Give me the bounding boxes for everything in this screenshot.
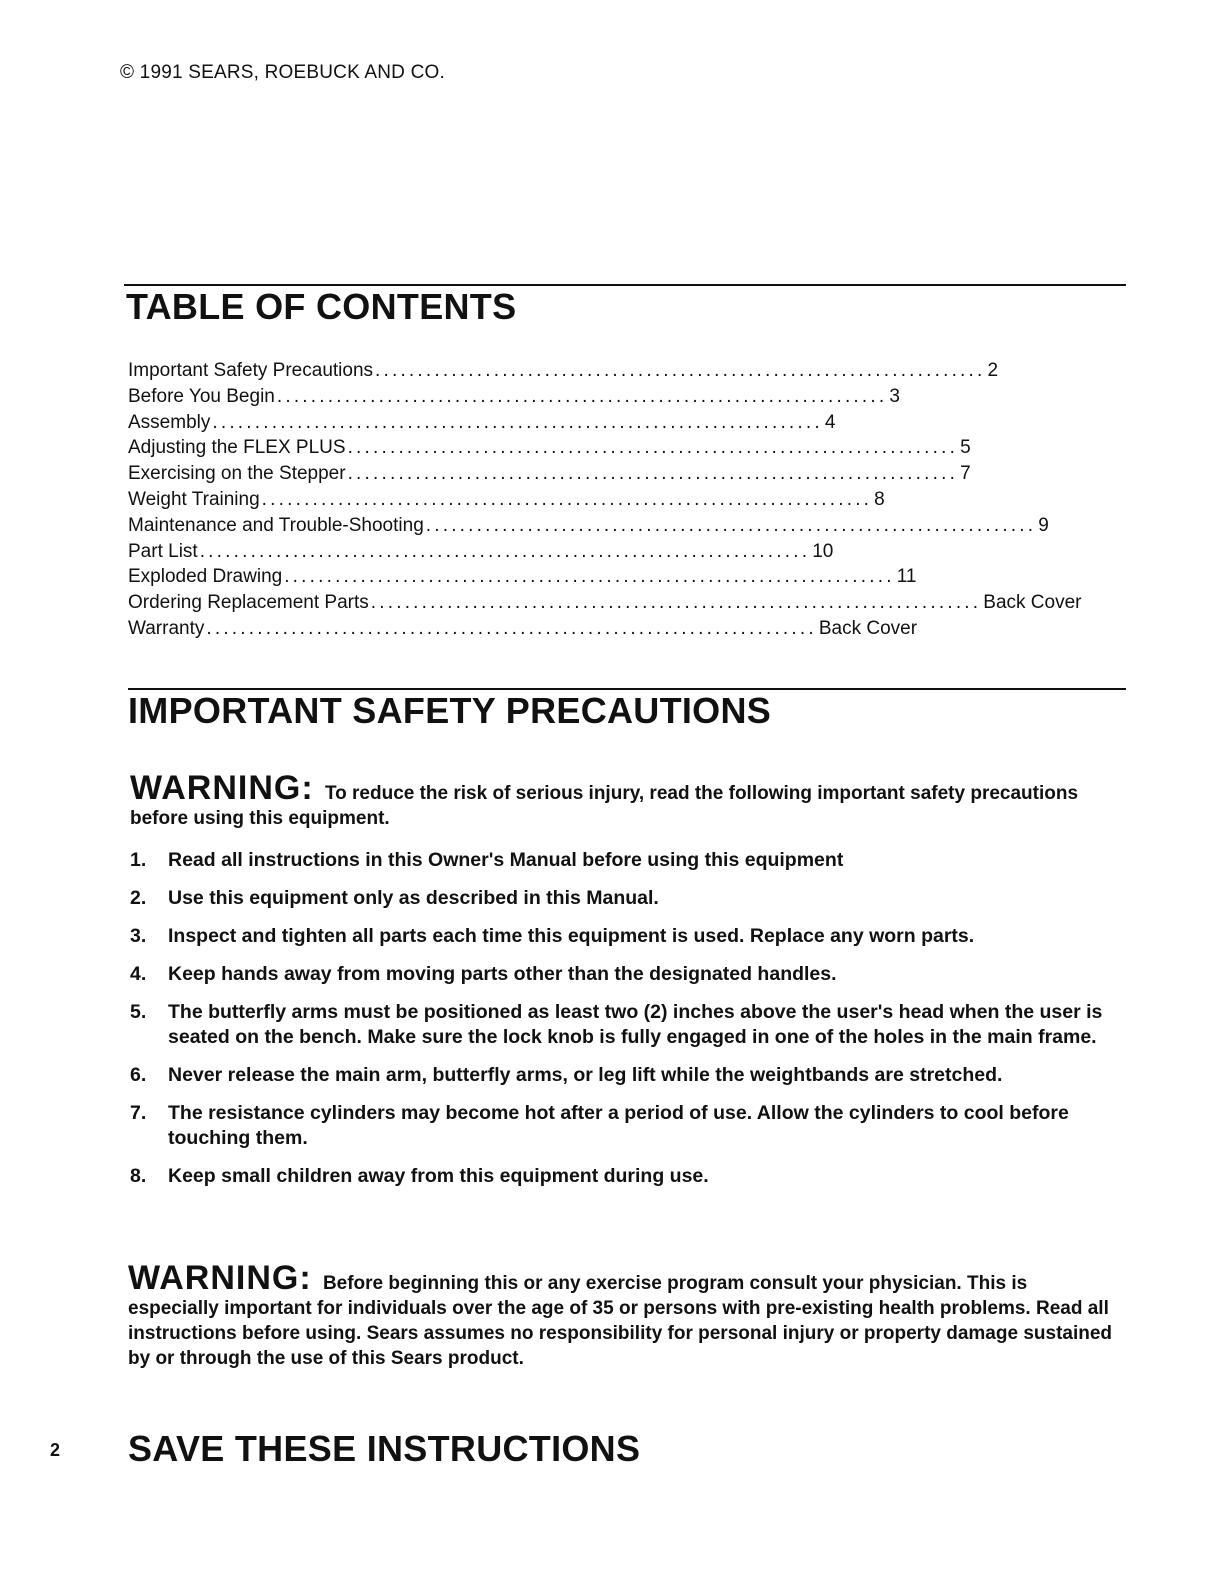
- toc-entry-title: Assembly: [128, 411, 211, 433]
- toc-entry: [128, 513, 1049, 539]
- toc-entry-title: Weight Training: [128, 488, 260, 510]
- toc-leader: ........................................................................: [347, 463, 959, 485]
- copyright-notice: © 1991 SEARS, ROEBUCK AND CO.: [120, 62, 445, 83]
- warning-label: WARNING:: [128, 1259, 312, 1297]
- item-text: Read all instructions in this Owner's Manual before using this equipment: [168, 849, 844, 871]
- toc-entry-page: 10: [812, 540, 834, 562]
- item-text: The resistance cylinders may become hot after a period of use. Allow the cylinders to cool before touching them.: [168, 1102, 1069, 1149]
- toc-entry-page: 9: [1038, 514, 1049, 536]
- toc-entry-page: Back Cover: [818, 617, 918, 639]
- toc-leader: ........................................................................: [206, 617, 817, 639]
- list-item: [130, 1164, 1120, 1189]
- toc-entry: [128, 461, 971, 487]
- toc-entry: [128, 358, 999, 384]
- toc-entry-page: Back Cover: [983, 592, 1082, 614]
- item-number: 4.: [130, 963, 147, 985]
- table-of-contents: [128, 358, 1082, 642]
- toc-leader: ........................................................................: [370, 592, 982, 614]
- safety-heading: IMPORTANT SAFETY PRECAUTIONS: [128, 690, 772, 731]
- warning-reduce-risk: [130, 769, 1120, 831]
- toc-entry-page: 11: [896, 566, 917, 588]
- toc-leader: ........................................................................: [276, 385, 888, 407]
- toc-entry-title: Exploded Drawing: [128, 566, 283, 588]
- toc-entry-title: Important Safety Precautions: [128, 360, 374, 381]
- item-text: Use this equipment only as described in this Manual.: [168, 887, 659, 909]
- toc-entry-page: 3: [889, 385, 900, 407]
- list-item: [130, 924, 1120, 949]
- toc-entry-title: Adjusting the FLEX PLUS: [128, 437, 346, 459]
- toc-entry-title: Ordering Replacement Parts: [128, 592, 369, 614]
- toc-entry: [128, 435, 971, 461]
- toc-entry: [128, 410, 836, 436]
- toc-entry: [128, 384, 900, 410]
- toc-leader: ........................................................................: [425, 514, 1037, 536]
- item-number: 5.: [130, 1001, 147, 1023]
- item-number: 3.: [130, 925, 147, 947]
- toc-leader: ........................................................................: [212, 411, 823, 433]
- toc-entry-title: Exercising on the Stepper: [128, 463, 346, 485]
- item-text: The butterfly arms must be positioned as least two (2) inches above the user's head when the user is seated on the bench. Make sure the lock knob is fully engaged in one of the holes in the main frame.: [168, 1001, 1103, 1048]
- toc-entry: [128, 590, 1082, 616]
- list-item: [130, 962, 1120, 987]
- toc-entry-title: Warranty: [128, 617, 205, 639]
- toc-entry-title: Maintenance and Trouble-Shooting: [128, 514, 424, 536]
- toc-entry: [128, 616, 918, 642]
- toc-leader: ........................................................................: [199, 540, 811, 562]
- toc-entry-title: Part List: [128, 540, 198, 562]
- precautions-list: [130, 848, 1120, 1202]
- toc-entry-page: 2: [987, 360, 999, 381]
- save-instructions-heading: SAVE THESE INSTRUCTIONS: [128, 1428, 641, 1469]
- toc-leader: ........................................................................: [375, 360, 986, 381]
- item-text: Never release the main arm, butterfly arms, or leg lift while the weightbands are stretched.: [168, 1064, 1003, 1086]
- warning-consult-physician: [128, 1259, 1118, 1371]
- toc-entry: [128, 564, 917, 590]
- item-number: 8.: [130, 1165, 147, 1187]
- toc-entry-page: 4: [824, 411, 836, 433]
- toc-leader: ........................................................................: [261, 488, 873, 510]
- item-text: Keep small children away from this equipment during use.: [168, 1165, 709, 1187]
- list-item: [130, 1101, 1120, 1151]
- item-text: Keep hands away from moving parts other than the designated handles.: [168, 963, 837, 985]
- toc-entry-page: 5: [960, 437, 971, 459]
- item-number: 2.: [130, 887, 147, 909]
- list-item: [130, 1000, 1120, 1050]
- toc-leader: ........................................................................: [347, 437, 959, 459]
- page-number: 2: [50, 1440, 61, 1460]
- toc-leader: ........................................................................: [284, 566, 895, 588]
- list-item: [130, 886, 1120, 911]
- warning-text: Before beginning this or any exercise program consult your physician. This is especially important for individuals over the age of 35 or persons with pre-existing health problems. Read all instructions before using. Sears assumes no responsibility for personal injury or property damage sustained by or through the use of this Sears product.: [128, 1273, 1113, 1369]
- toc-heading: TABLE OF CONTENTS: [126, 286, 517, 327]
- item-number: 6.: [130, 1064, 147, 1086]
- warning-text: To reduce the risk of serious injury, read the following important safety precautions before using this equipment.: [130, 783, 1079, 829]
- warning-label: WARNING:: [130, 769, 314, 807]
- item-number: 7.: [130, 1102, 147, 1124]
- list-item: [130, 1063, 1120, 1088]
- toc-entry-page: 7: [960, 463, 971, 485]
- list-item: [130, 848, 1120, 873]
- toc-entry-page: 8: [874, 488, 885, 510]
- toc-entry: [128, 539, 834, 565]
- item-text: Inspect and tighten all parts each time this equipment is used. Replace any worn parts.: [168, 925, 975, 947]
- item-number: 1.: [130, 849, 147, 871]
- toc-entry: [128, 487, 885, 513]
- toc-entry-title: Before You Begin: [128, 385, 275, 407]
